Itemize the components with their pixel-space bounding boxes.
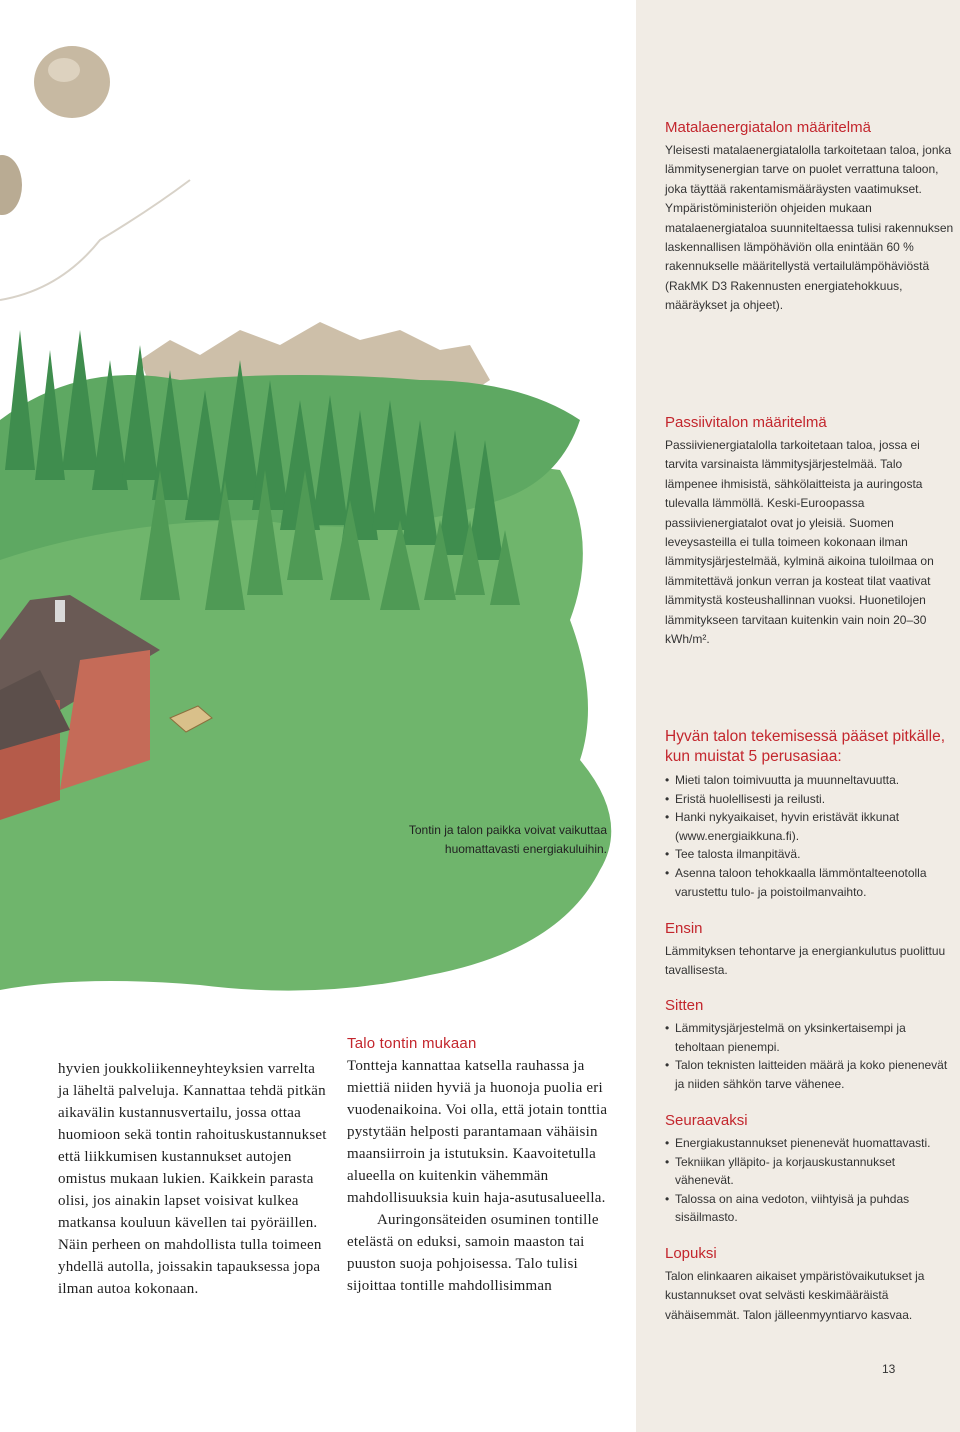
ensin-text: Lämmityksen tehontarve ja energiankulutus puolittuu tavallisesta.	[665, 944, 946, 978]
body-column-2	[347, 1035, 617, 1297]
matalaenergia-title: Matalaenergiatalon määritelmä	[665, 119, 871, 136]
illustration-caption: Tontin ja talon paikka voivat vaikuttaa huomattavasti energiakuluihin.	[408, 823, 607, 856]
lopuksi-section	[665, 1244, 955, 1325]
column-2-heading: Talo tontin mukaan	[347, 1035, 477, 1052]
seuraavaksi-list	[665, 1134, 955, 1227]
sitten-title: Sitten	[665, 997, 704, 1014]
passiivitalo-title: Passiivitalon määritelmä	[665, 414, 827, 431]
matalaenergia-section	[665, 118, 955, 316]
list-item: • Tee talosta ilmanpitävä.	[665, 845, 955, 864]
list-item: • Tekniikan ylläpito- ja korjauskustannukset vähenevät.	[665, 1153, 955, 1190]
list-item: • Lämmitysjärjestelmä on yksinkertaisempi ja teholtaan pienempi.	[665, 1019, 955, 1056]
sitten-list	[665, 1019, 955, 1093]
column-2-paragraph-2: Auringonsäteiden osuminen tontille etelästä on eduksi, samoin maaston tai puuston suoja pohjoisessa. Talo tulisi sijoittaa tontille mahdollisimman	[347, 1212, 599, 1294]
perusasiat-section	[665, 727, 955, 901]
sitten-section	[665, 996, 955, 1093]
list-item: • Mieti talon toimivuutta ja muunneltavuutta.	[665, 771, 955, 790]
list-item: • Energiakustannukset pienenevät huomattavasti.	[665, 1134, 955, 1153]
matalaenergia-text: Yleisesti matalaenergiatalolla tarkoitetaan taloa, jonka lämmitysenergian tarve on puolet verrattuna taloon, joka täyttää rakentamismääräysten vaatimukset. Ympäristöministeriön ohjeiden mukaan matalaenergiataloa suunniteltaessa tulisi rakennuksen laskennallisen lämpöhäviön olla enintään 60 % rakennukselle määritellystä vertailulämpöhäviöstä (RakMK D3 Rakennusten energiatehokkuus, määräykset ja ohjeet).	[665, 143, 954, 313]
column-2-paragraph-1: Tontteja kannattaa katsella rauhassa ja miettiä niiden hyviä ja huonoja puolia eri vuodenaikoina. Voi olla, että jotain tonttia pystytään helposti parantamaan vähäisin maansiirroin ja istutuksin. Kaavoitetulla alueella on kuitenkin vähemmän mahdollisuuksia kuin haja-asutusalueella.	[347, 1058, 608, 1206]
list-item: • Hanki nykyaikaiset, hyvin eristävät ikkunat (www.energiaikkuna.fi).	[665, 808, 955, 845]
ensin-section	[665, 919, 955, 981]
list-item: • Talon teknisten laitteiden määrä ja koko pienenevät ja niiden sähkön tarve vähenee.	[665, 1056, 955, 1093]
lopuksi-title: Lopuksi	[665, 1245, 717, 1262]
lopuksi-text: Talon elinkaaren aikaiset ympäristövaikutukset ja kustannukset ovat selvästi keskimääräistä vähäisemmät. Talon jälleenmyyntiarvo kasvaa.	[665, 1269, 925, 1322]
seuraavaksi-section	[665, 1111, 955, 1227]
list-item: • Eristä huolellisesti ja reilusti.	[665, 790, 955, 809]
seuraavaksi-title: Seuraavaksi	[665, 1112, 748, 1129]
passiivitalo-text: Passiivienergiatalolla tarkoitetaan taloa, jossa ei tarvita varsinaista lämmitysjärjestelmää. Talo lämpenee ihmisistä, sähkölaitteista ja auringosta tulevalla lämmöllä. Keski-Euroopassa passiivienergiatalot ovat jo yleisiä. Suomen leveysasteilla ei tulla toimeen kokonaan ilman lämmitysjärjestelmää, kylminä aikoina tuloilmaa on lämmitettävä jonkun verran ja kosteat tilat vaativat lämmitystä kosteushallinnan vuoksi. Huonetilojen lämmitykseen tarvitaan kuitenkin vain noin 20–30 kWh/m².	[665, 438, 934, 647]
list-item: • Talossa on aina vedoton, viihtyisä ja puhdas sisäilmasto.	[665, 1190, 955, 1227]
body-column-1: hyvien joukkoliikenneyhteyksien varrelta ja läheltä palveluja. Kannattaa tehdä pitkän aikavälin kustannusvertailu, jossa ottaa huomioon sekä tontin rahoituskustannukset että liikkumisen kustannukset autojen omistus mukaan lukien. Kaikkein parasta olisi, jos ainakin lapset voisivat kulkea matkansa kouluun kävellen tai pyöräillen. Näin perheen on mahdollista tulla toimeen yhdellä autolla, joissakin tapauksessa jopa ilman autoa kokonaan.	[58, 1061, 327, 1297]
perusasiat-title: Hyvän talon tekemisessä pääset pitkälle, kun muistat 5 perusasiaa:	[665, 728, 946, 765]
list-item: • Asenna taloon tehokkaalla lämmöntalteenotolla varustettu tulo- ja poistoilmanvaihto.	[665, 864, 955, 901]
ensin-title: Ensin	[665, 920, 703, 937]
passiivitalo-section	[665, 413, 955, 649]
page-number: 13	[882, 1362, 896, 1376]
perusasiat-list	[665, 771, 955, 901]
